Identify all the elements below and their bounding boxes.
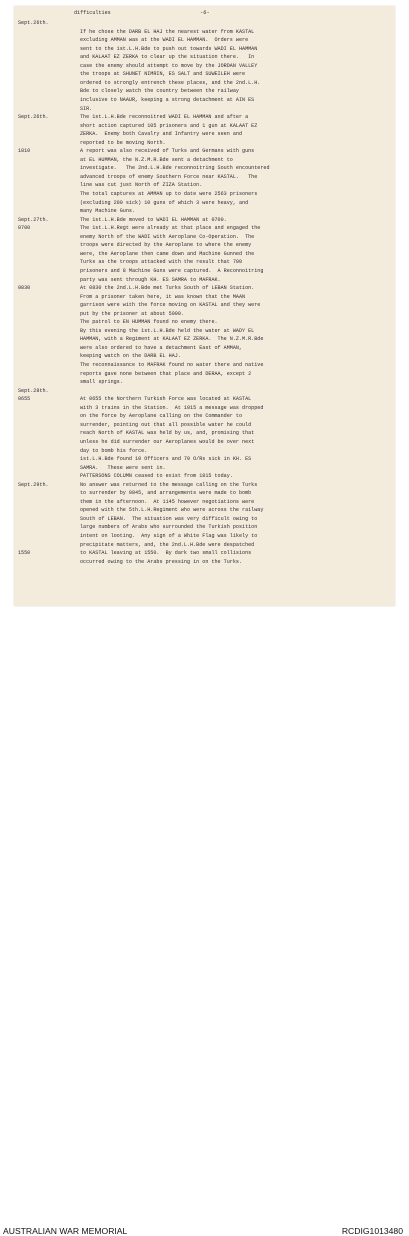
entry-text: were also ordered to have a detachment East of AMMAN, (80, 344, 243, 351)
diary-line (14, 54, 395, 60)
entry-text: Bde to closely watch the country between the railway (80, 88, 239, 95)
entry-text: keeping watch on the DARB EL HAJ. (80, 353, 181, 360)
diary-line (14, 225, 395, 231)
diary-line (14, 473, 395, 479)
entry-text: The 1st.L.H.Regt were already at that place and engaged the (80, 225, 261, 232)
diary-line (14, 106, 395, 112)
diary-line (14, 294, 395, 300)
entry-text: inclusive to NAAUR, keeping a strong detachment at AIN ES (80, 96, 255, 103)
entry-text: to KASTAL leaving at 1550. By dark two small collisions (80, 550, 252, 557)
diary-line (14, 524, 395, 530)
entry-text: reach North of KASTAL was held by us, and, promising that (80, 430, 255, 437)
diary-line (14, 131, 395, 137)
diary-line (14, 114, 395, 120)
entry-text: ZERKA. Enemy both Cavalry and Infantry were seen and (80, 131, 243, 138)
diary-line (14, 234, 395, 240)
diary-line (14, 182, 395, 188)
diary-line (14, 430, 395, 436)
diary-line (14, 71, 395, 77)
entry-text: put by the prisoner at about 5000. (80, 310, 184, 317)
entry-text: troops were directed by the Aeroplane to where the enemy (80, 242, 252, 249)
date-time-margin: Sept.26th. (18, 114, 49, 121)
diary-line (14, 482, 395, 488)
entry-text: with 3 trains in the Station. At 1015 a message was dropped (80, 404, 264, 411)
entry-text: By this evening the 1st.L.H.Bde held the water at WADY EL (80, 327, 255, 334)
entry-text: SIR. (80, 105, 93, 112)
entry-text: The 1st.L.H.Bde reconnoitred WADI EL HAMMAN and after a (80, 114, 249, 121)
entry-text: No answer was returned to the message calling on the Turks (80, 481, 258, 488)
entry-text: The total captures at AMMAN up to date were 2563 prisoners (80, 191, 258, 197)
entry-text: PATTERSONS COLUMN ceased to exist from 1815 today. (80, 473, 233, 480)
diary-line (14, 336, 395, 342)
entry-text: occurred owing to the Arabs pressing in on the Turks. (80, 558, 243, 565)
entry-text: precipitate matters, and, the 2nd.L.H.Bde were despatched (80, 541, 255, 548)
diary-line (14, 277, 395, 283)
diary-line (14, 388, 395, 394)
entry-text: Turks as the troops attacked with the result that 700 (80, 259, 243, 266)
entry-text: advanced troops of enemy Southern Force near KASTAL. The (80, 173, 258, 180)
diary-line (14, 448, 395, 454)
date-time-margin: Sept.28th. (18, 387, 49, 394)
entry-text: At 0655 the Northern Turkish Force was located at KASTAL (80, 396, 252, 403)
entry-text: South of LEBAN. The situation was very difficult owing to (80, 515, 258, 522)
date-time-margin: 1810 (18, 148, 31, 155)
entry-text: intent on looting. Any sign of a White Flag was likely to (80, 533, 258, 539)
continued-header: difficulties (74, 10, 111, 16)
diary-line (14, 379, 395, 385)
diary-line (14, 20, 395, 26)
diary-line (14, 88, 395, 94)
date-time-margin: Sept.29th. (18, 481, 49, 488)
diary-line (14, 405, 395, 411)
entry-text: HAMMAN, with a Regiment at KALAAT EZ ZERKA. The N.Z.M.R.Bde (80, 336, 264, 343)
entry-text: day to bomb his force. (80, 447, 148, 454)
date-time-margin: Sept.26th. (18, 20, 49, 26)
entry-text: short action captured 105 prisoners and 1 gun at KALAAT EZ (80, 122, 258, 129)
entry-text: 1st.L.H.Bde found 10 Officers and 70 O/Rs sick in KH. ES (80, 456, 252, 463)
entry-text: ordered to strongly entrench these places, and the 2nd.L.H. (80, 79, 261, 86)
date-time-margin: 0700 (18, 225, 31, 232)
footer-institution: AUSTRALIAN WAR MEMORIAL (3, 1226, 128, 1236)
entry-text: line was cut just North of ZIZA Station. (80, 182, 203, 189)
entry-text: many Machine Guns. (80, 208, 136, 215)
page-number: -6- (200, 10, 210, 16)
date-time-margin: 0830 (18, 285, 31, 292)
diary-line (14, 328, 395, 334)
entry-text: were, the Aeroplane then came down and Machine Gunned the (80, 250, 255, 257)
entry-text: SAMRA. These were sent in. (80, 464, 166, 471)
diary-line (14, 353, 395, 359)
document-page (14, 6, 395, 606)
diary-line (14, 422, 395, 428)
entry-text: at EL HUMMAN, the N.Z.M.R.Bde sent a detachment to (80, 156, 233, 163)
entry-text: investigate. The 2nd.L.H.Bde reconnoitring South encountered (80, 165, 270, 172)
entry-text: large numbers of Arabs who surrounded the Turkish position (80, 524, 258, 531)
diary-line (14, 285, 395, 291)
diary-line (14, 157, 395, 163)
diary-line (14, 29, 395, 35)
entry-text: the troops at SHUNET NIMRIN, ES SALT and SUWEILEH were (80, 71, 246, 78)
diary-line (14, 97, 395, 103)
entry-text: and KALAAT EZ ZERKA to clear up the situation there. In (80, 54, 255, 61)
diary-line (14, 165, 395, 171)
date-time-margin: 1550 (18, 550, 31, 557)
diary-line (14, 345, 395, 351)
entry-text: them in the afternoon. At 1145 however negotiations were (80, 498, 255, 505)
entry-text: A report was also received of Turks and Germans with guns (80, 148, 255, 155)
entry-text: party was sent through KH. ES SAMRA to MAFRAK. (80, 276, 221, 283)
diary-line (14, 46, 395, 52)
diary-line (14, 148, 395, 154)
entry-text: to surrender by 0845, and arrangements were made to bomb (80, 490, 252, 497)
diary-line (14, 302, 395, 308)
diary-line (14, 208, 395, 214)
diary-line (14, 499, 395, 505)
entry-text: excluding AMMAN was at the WADI EL HAMMAN. Orders were (80, 37, 249, 44)
diary-line (14, 174, 395, 180)
entry-text: case the enemy should attempt to move by the JORDAN VALLEY (80, 62, 258, 69)
diary-line (14, 242, 395, 248)
entry-text: unless he did surrender our Aeroplanes would be over next (80, 438, 255, 445)
diary-line (14, 140, 395, 146)
diary-line (14, 516, 395, 522)
diary-line (14, 542, 395, 548)
entry-text: surrender, pointing out that all possible water he could (80, 421, 252, 428)
diary-line (14, 456, 395, 462)
diary-line (14, 533, 395, 539)
diary-line (14, 251, 395, 257)
diary-line (14, 319, 395, 325)
diary-line (14, 490, 395, 496)
diary-line (14, 259, 395, 265)
diary-line (14, 63, 395, 69)
diary-line (14, 200, 395, 206)
entry-text: The patrol to EN HUMMAN found no enemy there. (80, 319, 218, 326)
entry-text: The 1st.L.H.Bde moved to WADI EL HAMMAN at 0700. (80, 216, 227, 223)
diary-line (14, 362, 395, 368)
entry-text: enemy North of the WADI with Aeroplane Co-Operation. The (80, 233, 255, 240)
diary-line (14, 439, 395, 445)
entry-text: The reconnaissance to MAFRAK found no water there and native (80, 362, 264, 368)
diary-line (14, 191, 395, 197)
diary-line (14, 217, 395, 223)
entry-text: At 0830 the 2nd.L.H.Bde met Turks South of LEBAN Station. (80, 285, 255, 292)
entry-text: (excluding 200 sick) 10 guns of which 3 were heavy, and (80, 199, 249, 206)
entry-text: prisoners and 8 Machine Guns were captured. A Reconnoitring (80, 267, 264, 274)
diary-line (14, 559, 395, 565)
entry-text: sent to the 1st.L.H.Bde to push out towards WADI EL HAMMAN (80, 45, 258, 52)
diary-line (14, 37, 395, 43)
diary-line (14, 507, 395, 513)
diary-line (14, 80, 395, 86)
entry-text: small springs. (80, 379, 123, 386)
archive-footer (0, 612, 409, 1236)
entry-text: opened with the 5th.L.H.Regiment who were across the railway (80, 507, 264, 514)
diary-line (14, 550, 395, 556)
footer-record-id: RCDIG1013480 (341, 1226, 403, 1236)
diary-line (14, 123, 395, 129)
entry-text: on the force by Aeroplane calling on the Commander to (80, 413, 243, 420)
entry-text: garrison were with the force moving on KASTAL and they were (80, 302, 261, 309)
date-time-margin: 0655 (18, 396, 31, 403)
entry-text: reported to be moving North. (80, 139, 166, 146)
diary-line (14, 311, 395, 317)
diary-line (14, 371, 395, 377)
diary-line (14, 396, 395, 402)
diary-line (14, 465, 395, 471)
entry-text: reports gave none between that place and DERAA, except 2 (80, 370, 252, 377)
diary-line (14, 413, 395, 419)
date-time-margin: Sept.27th. (18, 216, 49, 223)
diary-line (14, 268, 395, 274)
entry-text: From a prisoner taken here, it was known that the MAAN (80, 293, 246, 300)
entry-text: If he chose the DARB EL HAJ the nearest water from KASTAL (80, 28, 255, 35)
